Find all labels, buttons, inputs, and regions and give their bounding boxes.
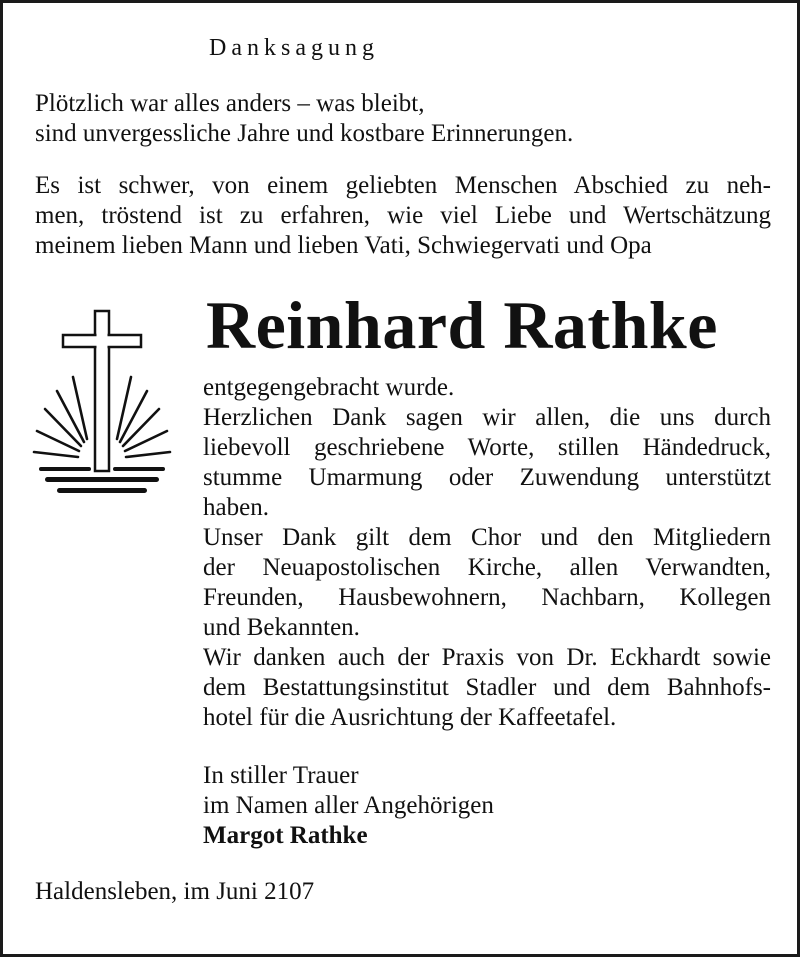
body-line-10: Wir danken auch der Praxis von Dr. Eckhardt sowie <box>203 644 771 671</box>
body-line-2: Herzlichen Dank sagen wir allen, die uns durch <box>203 404 771 431</box>
body-line-11: dem Bestattungsinstitut Stadler und dem Bahnhofs- <box>203 674 771 701</box>
verse-line-1: Plötzlich war alles anders – was bleibt, <box>35 90 425 117</box>
body-line-1: entgegengebracht wurde. <box>203 374 455 401</box>
cross-sunrise-icon <box>31 309 173 499</box>
body-line-7: der Neuapostolischen Kirche, allen Verwandten, <box>203 554 771 581</box>
body-line-8: Freunden, Hausbewohnern, Nachbarn, Kollegen <box>203 584 771 611</box>
body-line-9: und Bekannten. <box>203 614 360 641</box>
body-line-3: liebevoll geschriebene Worte, stillen Händedruck, <box>203 434 771 461</box>
place-date: Haldensleben, im Juni 2107 <box>35 878 315 905</box>
signature: Margot Rathke <box>203 822 368 849</box>
body-line-12: hotel für die Ausrichtung der Kaffeetafel. <box>203 704 617 731</box>
body-line-5: haben. <box>203 494 269 521</box>
body-line-6: Unser Dank gilt dem Chor und den Mitgliedern <box>203 524 771 551</box>
closing-line-1: In stiller Trauer <box>203 762 359 789</box>
notice-heading: Danksagung <box>209 35 379 61</box>
paragraph1-line-2: men, tröstend ist zu erfahren, wie viel Liebe und Wertschätzung <box>35 202 771 229</box>
closing-line-2: im Namen aller Angehörigen <box>203 792 494 819</box>
body-line-4: stumme Umarmung oder Zuwendung unterstützt <box>203 464 771 491</box>
paragraph1-line-3: meinem lieben Mann und lieben Vati, Schwiegervati und Opa <box>35 232 652 259</box>
paragraph1-line-1: Es ist schwer, von einem geliebten Menschen Abschied zu neh- <box>35 172 771 199</box>
deceased-name: Reinhard Rathke <box>206 287 718 363</box>
verse-line-2: sind unvergessliche Jahre und kostbare Erinnerungen. <box>35 120 574 147</box>
